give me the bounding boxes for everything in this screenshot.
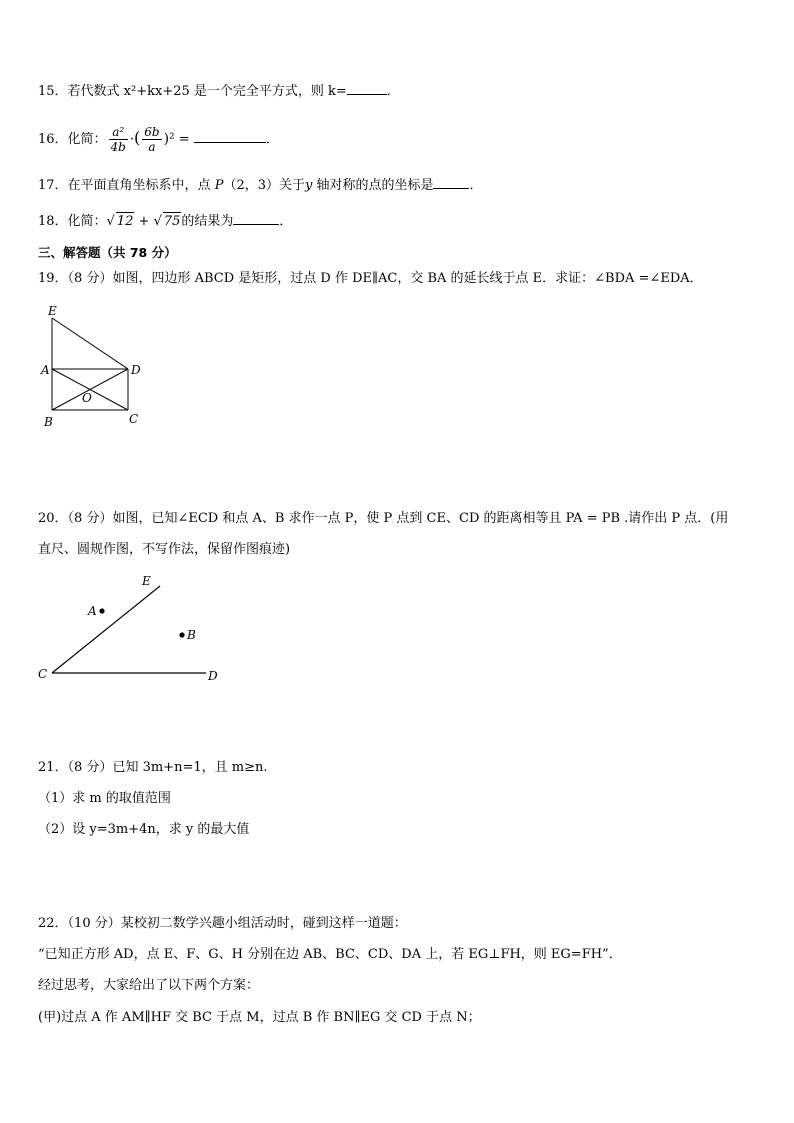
q18-sqrt-12: √ 12 (106, 214, 134, 229)
q18-period: ． (279, 214, 293, 229)
q16-equals: = (174, 132, 194, 147)
question-15 (38, 82, 400, 101)
q20-label-B: B (187, 628, 196, 642)
q19-rectangle-figure (38, 300, 148, 430)
q17-text-b: （2，3）关于 (223, 178, 305, 193)
q16-f1-denominator: 4b (110, 140, 126, 154)
question-21-line-1: 21．（8 分）已知 3m+n=1，且 m≥n. (38, 760, 268, 775)
question-22-line-3: 经过思考，大家给出了以下两个方案： (38, 978, 260, 993)
q16-dot: · (129, 132, 135, 147)
q19-label-C: C (129, 412, 139, 426)
q16-fraction-1 (109, 125, 128, 154)
q20-label-C: C (38, 667, 48, 681)
question-20-line-2: 直尺、圆规作图，不写作法，保留作图痕迹) (38, 542, 291, 557)
q16-f2-denominator: a (148, 140, 156, 154)
q19-label-O: O (82, 391, 92, 405)
q16-fraction-2 (142, 125, 161, 154)
q15-text: 15．若代数式 x²+kx+25 是一个完全平方式，则 k= (38, 84, 347, 99)
q20-point-B (179, 632, 184, 637)
q20-ray-CE (52, 586, 160, 673)
question-20-line-1: 20．（8 分）如图，已知∠ECD 和点 A、B 求作一点 P，使 P 点到 CE、CD 的距离相等且 PA = PB .请作出 P 点．(用 (38, 511, 729, 526)
q16-f1-numerator: a² (109, 125, 128, 140)
question-21-part-2: （2）设 y=3m+4n，求 y 的最大值 (38, 822, 250, 837)
q19-label-B: B (44, 415, 53, 429)
q17-y: y (304, 178, 313, 193)
q17-point-p: P (214, 178, 224, 193)
q18-sqrt-75: √ 75 (153, 214, 181, 229)
q19-label-E: E (48, 304, 57, 318)
q17-period: ． (469, 178, 483, 193)
question-22-line-1: 22．（10 分）某校初二数学兴趣小组活动时，碰到这样一道题： (38, 916, 407, 931)
q18-radicand-2: 75 (163, 214, 181, 229)
question-22-line-2: “已知正方形 AD，点 E、F、G、H 分别在边 AB、BC、CD、DA 上，若 EG⊥FH，则 EG=FH”． (38, 947, 622, 962)
question-18 (38, 212, 292, 231)
q18-radicand-1: 12 (116, 214, 134, 229)
q20-label-D: D (208, 669, 218, 683)
question-21-part-1: （1）求 m 的取值范围 (38, 791, 171, 806)
q15-answer-blank[interactable] (347, 82, 387, 95)
question-22-line-4: (甲)过点 A 作 AM∥HF 交 BC 于点 M，过点 B 作 BN∥EG 交 CD 于点 N； (38, 1010, 481, 1025)
q16-text: 16．化简： (38, 132, 107, 147)
q18-plus: + (134, 214, 154, 229)
q16-f2-numerator: 6b (144, 125, 160, 139)
section-title: 三、解答题（共 78 分） (38, 245, 177, 260)
q19-label-A: A (41, 363, 50, 377)
q20-point-A (99, 608, 104, 613)
q20-label-E: E (142, 574, 151, 588)
q18-text: 18．化简： (38, 214, 107, 229)
q20-angle-figure (30, 570, 230, 690)
q19-line-ED (52, 318, 128, 369)
question-19: 19．（8 分）如图，四边形 ABCD 是矩形，过点 D 作 DE∥AC，交 BA 的延长线于点 E．求证：∠BDA =∠EDA． (38, 271, 703, 286)
q16-paren-right: )² (163, 131, 175, 147)
q17-answer-blank[interactable] (433, 176, 469, 189)
question-16 (38, 122, 279, 156)
question-17 (38, 176, 483, 195)
q16-answer-blank[interactable] (194, 130, 266, 143)
q17-text-a: 17．在平面直角坐标系中，点 (38, 178, 215, 193)
q18-text-mid: 的结果为 (181, 214, 234, 229)
q17-text-c: 轴对称的点的坐标是 (312, 178, 434, 193)
q18-answer-blank[interactable] (233, 212, 279, 225)
q15-period: ． (386, 84, 400, 99)
q20-label-A: A (88, 604, 97, 618)
q16-paren-left: ( (134, 128, 141, 147)
q19-label-D: D (131, 363, 141, 377)
q16-period: ． (265, 132, 279, 147)
